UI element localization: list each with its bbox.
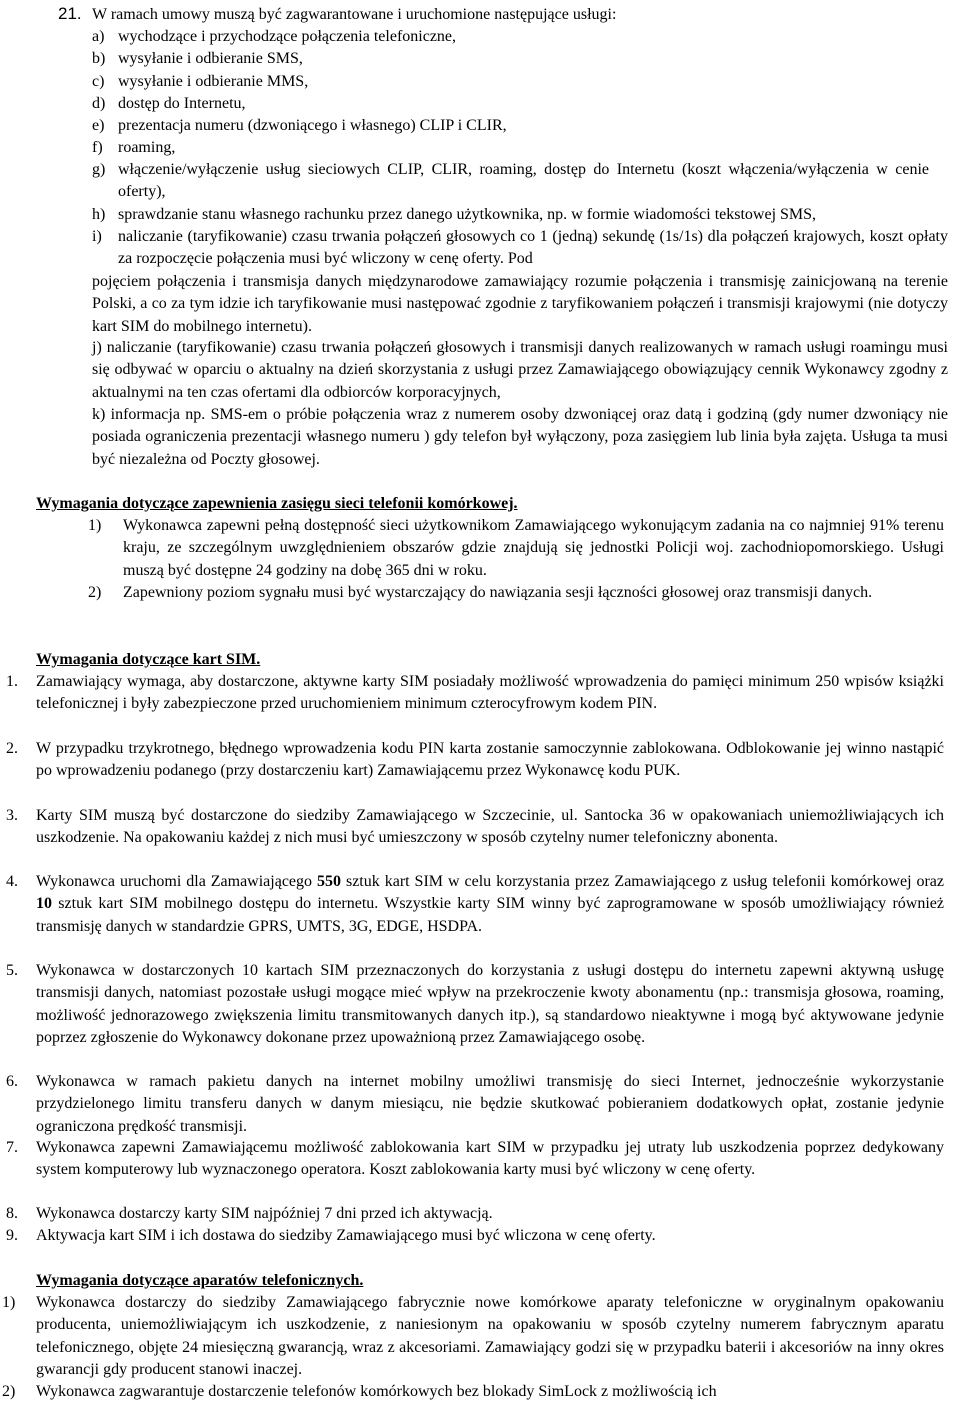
section-number: 21. bbox=[58, 4, 82, 23]
section-heading: Wymagania dotyczące aparatów telefonicznych. bbox=[36, 1272, 364, 1289]
document-page: 21. W ramach umowy muszą być zagwarantowane i uruchomione następujące usługi: a) wychodzące i przychodzące połączenia telefoniczne, b) wysyłanie i odbieranie SMS, c) wysyłanie i odbieranie MMS, d) dostęp do Internetu, e) prezentacja numeru (dzwoniącego i własnego) CLIP i CLIR, f) roaming, g) włączenie/wyłączenie usług sieciowych CLIP, CLIR, roaming, dostęp do Internetu (koszt włączenia/wyłączenia w cenie oferty), h) sprawdzanie stanu własnego rachunku przez danego użytkownika, np. w formie wiadomości tekstowej SMS, i) naliczanie (taryfikowanie) czasu trwania połączeń głosowych co 1 (jedną) sekundę (1s/1s) dla połączeń krajowych, koszt opłaty za rozpoczęcie połączenia musi być wliczony w cenę oferty. Pod pojęciem połączenia i transmisja danych międzynarodowe zamawiający rozumie połączenia i transmisję zainicjowaną na terenie Polski, a co za tym idzie ich taryfikowanie musi następować zgodnie z taryfikowaniem połączeń i transmisji krajowymi (nie dotyczy kart SIM do mobilnego internetu). j) naliczanie (taryfikowanie) czasu trwania połączeń głosowych i transmisji danych realizowanych w ramach usługi roamingu musi się odbywać w oparciu o aktualny na dzień skorzystania z usługi przez Zamawiającego obowiązujący cennik Wykonawcy zgodny z aktualnymi na ten czas ofertami dla odbiorców korporacyjnych, k) informacja np. SMS-em o próbie połączenia wraz z numerem osoby dzwoniącej oraz datą i godziną (gdy numer dzwoniący nie posiada ograniczenia prezentacji własnego numeru ) gdy telefon był wyłączony, poza zasięgiem lub linia była zajęta. Usługa ta musi być niezależna od Poczty głosowej. Wymagania dotyczące zapewnienia zasięgu sieci telefonii komórkowej. 1) Wykonawca zapewni pełną dostępność sieci użytkownikom Zamawiającego wykonującym zadania na co najmniej 91% terenu kraju, ze szczególnym uwzględnieniem obszarów gdzie znajdują się jednostki Policji woj. zachodniopomorskiego. Usługi muszą być dostępne 24 godziny na dobę 365 dni w roku. 2) Zapewniony poziom sygnału musi być wystarczający do nawiązania sesji łączności głosowej oraz transmisji danych. Wymagania dotyczące kart SIM. 1. Zamawiający wymaga, aby dostarczone, aktywne karty SIM posiadały możliwość wprowadzenia do pamięci minimum 250 wpisów książki telefonicznej i były zabezpieczone przed uruchomieniem minimum czterocyfrowym kodem PIN. 2. W przypadku trzykrotnego, błędnego wprowadzenia kodu PIN karta zostanie samoczynnie zablokowana. Odblokowanie jej winno nastąpić po wprowadzeniu podanego (przy dostarczeniu kart) Zamawiającemu przez Wykonawcę kodu PUK. 3. Karty SIM muszą być dostarczone do siedziby Zamawiającego w Szczecinie, ul. Santocka 36 w opakowaniach uniemożliwiających ich uszkodzenie. Na opakowaniu każdej z nich musi być umieszczony w sposób czytelny numer telefoniczny abonenta. 4. Wykonawca uruchomi dla Zamawiającego 550 sztuk kart SIM w celu korzystania przez Zamawiającego z usług telefonii komórkowej oraz 10 sztuk kart SIM mobilnego dostępu do internetu. Wszystkie karty SIM winny być zaprogramowane w sposób umożliwiający również transmisję danych w standardzie GPRS, UMTS, 3G, EDGE, HSDPA. 5. Wykonawca w dostarczonych 10 kartach SIM przeznaczonych do korzystania z usługi dostępu do internetu zapewni aktywną usługę transmisji danych, natomiast pozostałe usługi mogące mieć wpływ na przekroczenie kwoty abonamentu (np.: transmisja głosowa, roaming, możliwość jednorazowego zwiększenia limitu transmitowanych danych itp.), są standardowo nieaktywne i mogą być aktywowane jedynie poprzez zgłoszenie do Wykonawcy dokonane przez upoważnioną przez Zamawiającego osobę. 6. Wykonawca w ramach pakietu danych na internet mobilny umożliwi transmisję do sieci Internet, jednocześnie wykorzystanie przydzielonego limitu transferu danych w danym miesiącu, nie będzie skutkować pobieraniem dodatkowych opłat, zostanie jedynie ograniczona prędkość transmisji. 7. Wykonawca zapewni Zamawiającemu możliwość zablokowania kart SIM w przypadku jej utraty lub uszkodzenia poprzez dedykowany system komputerowy lub wyznaczonego operatora. Koszt zablokowania karty musi być wliczony w cenę oferty. 8. Wykonawca dostarczy karty SIM najpóźniej 7 dni przed ich aktywacją. 9. Aktywacja kart SIM i ich dostawa do siedziby Zamawiającego musi być wliczona w cenę oferty. Wymagania dotyczące aparatów telefonicznych. 1) Wykonawca dostarczy do siedziby Zamawiającego fabrycznie nowe komórkowe aparaty telefoniczne w oryginalnym opakowaniu producenta, uniemożliwiającym ich uszkodzenie, z naniesionym na opakowaniu w sposób czytelny numerem fabrycznym aparatu telefonicznego, objęte 24 miesięczną gwarancją, wraz z akcesoriami. Zamawiający godzi się w przypadku baterii i akcesoriów na inny okres gwarancji gdy producent stanowi inaczej. 2) Wykonawca zagwarantuje dostarczenie telefonów komórkowych bez blokady SimLock z możliwością ich bbox=[0, 0, 960, 1403]
section-heading: Wymagania dotyczące zapewnienia zasięgu sieci telefonii komórkowej. bbox=[36, 495, 518, 512]
section-heading: Wymagania dotyczące kart SIM. bbox=[36, 651, 261, 668]
section-21-text: W ramach umowy muszą być zagwarantowane i uruchomione następujące usługi: bbox=[92, 6, 617, 23]
